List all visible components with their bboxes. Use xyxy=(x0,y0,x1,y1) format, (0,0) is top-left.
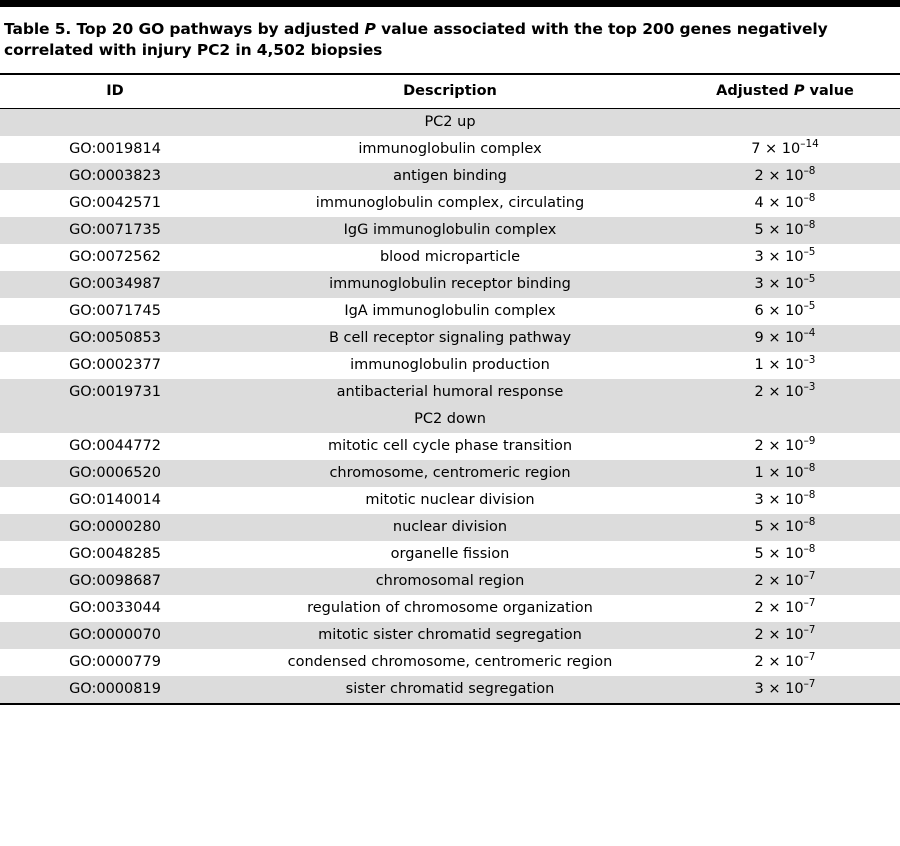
cell-go-id: GO:0071735 xyxy=(0,217,230,244)
p-value-exponent: –5 xyxy=(803,272,816,285)
p-value-exponent: –9 xyxy=(803,434,816,447)
cell-go-id: GO:0044772 xyxy=(0,433,230,460)
table-row xyxy=(0,379,900,406)
p-value-exponent: –8 xyxy=(803,191,816,204)
cell-description: IgA immunoglobulin complex xyxy=(230,298,670,325)
cell-description: antigen binding xyxy=(230,163,670,190)
cell-adjusted-p-value xyxy=(670,460,900,487)
cell-go-id: GO:0034987 xyxy=(0,271,230,298)
table-row xyxy=(0,136,900,163)
caption-italic-p: P xyxy=(364,20,376,38)
cell-adjusted-p-value xyxy=(670,244,900,271)
p-value-exponent: –7 xyxy=(803,623,816,636)
cell-adjusted-p-value xyxy=(670,136,900,163)
cell-description: organelle fission xyxy=(230,541,670,568)
table-row xyxy=(0,325,900,352)
table-row xyxy=(0,352,900,379)
cell-go-id: GO:0019731 xyxy=(0,379,230,406)
table-row xyxy=(0,298,900,325)
table-row xyxy=(0,541,900,568)
table-row xyxy=(0,622,900,649)
cell-go-id: GO:0071745 xyxy=(0,298,230,325)
p-value-text: $6 \times 10^{-5}$ xyxy=(754,299,816,319)
p-value-exponent: –8 xyxy=(803,515,816,528)
cell-description: condensed chromosome, centromeric region xyxy=(230,649,670,676)
table-section-label: PC2 down xyxy=(0,406,900,433)
table-row xyxy=(0,487,900,514)
table-row xyxy=(0,649,900,676)
caption-prefix: Table 5. Top 20 GO pathways by adjusted xyxy=(4,20,365,38)
table-row xyxy=(0,595,900,622)
cell-adjusted-p-value xyxy=(670,325,900,352)
p-value-text: $7 \times 10^{-14}$ xyxy=(751,137,819,157)
cell-go-id: GO:0140014 xyxy=(0,487,230,514)
cell-go-id: GO:0072562 xyxy=(0,244,230,271)
cell-adjusted-p-value xyxy=(670,190,900,217)
cell-adjusted-p-value xyxy=(670,163,900,190)
cell-description: sister chromatid segregation xyxy=(230,676,670,703)
p-value-exponent: –7 xyxy=(803,596,816,609)
p-value-exponent: –8 xyxy=(803,218,816,231)
table-row xyxy=(0,244,900,271)
cell-description: IgG immunoglobulin complex xyxy=(230,217,670,244)
p-value-text: $2 \times 10^{-8}$ xyxy=(754,164,816,184)
p-value-exponent: –8 xyxy=(803,488,816,501)
go-pathways-table xyxy=(0,75,900,703)
cell-go-id: GO:0006520 xyxy=(0,460,230,487)
cell-description: chromosomal region xyxy=(230,568,670,595)
cell-description: immunoglobulin receptor binding xyxy=(230,271,670,298)
cell-adjusted-p-value xyxy=(670,487,900,514)
table-header-row xyxy=(0,75,900,109)
p-value-text: $1 \times 10^{-3}$ xyxy=(754,353,816,373)
cell-adjusted-p-value xyxy=(670,541,900,568)
p-value-text: $3 \times 10^{-5}$ xyxy=(754,272,816,292)
cell-go-id: GO:0033044 xyxy=(0,595,230,622)
p-value-exponent: –8 xyxy=(803,164,816,177)
cell-adjusted-p-value xyxy=(670,379,900,406)
bottom-border-rule xyxy=(0,703,900,705)
p-value-exponent: –8 xyxy=(803,542,816,555)
pvalue-header-italic-p: P xyxy=(793,82,805,99)
cell-adjusted-p-value xyxy=(670,298,900,325)
column-header-description: Description xyxy=(230,75,670,109)
p-value-text: $2 \times 10^{-3}$ xyxy=(754,380,816,400)
p-value-text: $3 \times 10^{-7}$ xyxy=(754,677,816,697)
cell-description: antibacterial humoral response xyxy=(230,379,670,406)
caption-suffix: value associated with the top 200 genes negatively correlated with injury PC2 in 4,502 biopsies xyxy=(4,20,828,60)
table-section-row xyxy=(0,108,900,136)
p-value-text: $2 \times 10^{-7}$ xyxy=(754,596,816,616)
cell-description: mitotic sister chromatid segregation xyxy=(230,622,670,649)
table-section-label: PC2 up xyxy=(0,108,900,136)
cell-description: mitotic cell cycle phase transition xyxy=(230,433,670,460)
p-value-text: $2 \times 10^{-9}$ xyxy=(754,434,816,454)
top-border-rule xyxy=(0,0,900,7)
p-value-text: $5 \times 10^{-8}$ xyxy=(754,542,816,562)
cell-go-id: GO:0042571 xyxy=(0,190,230,217)
p-value-exponent: –3 xyxy=(803,380,816,393)
p-value-exponent: –5 xyxy=(803,245,816,258)
p-value-text: $2 \times 10^{-7}$ xyxy=(754,623,816,643)
cell-adjusted-p-value xyxy=(670,676,900,703)
p-value-text: $2 \times 10^{-7}$ xyxy=(754,569,816,589)
table-row xyxy=(0,271,900,298)
p-value-exponent: –5 xyxy=(803,299,816,312)
table-row xyxy=(0,514,900,541)
column-header-id: ID xyxy=(0,75,230,109)
p-value-text: $3 \times 10^{-5}$ xyxy=(754,245,816,265)
cell-description: nuclear division xyxy=(230,514,670,541)
table-row xyxy=(0,460,900,487)
p-value-exponent: –14 xyxy=(800,137,819,150)
cell-adjusted-p-value xyxy=(670,514,900,541)
table-section-row xyxy=(0,406,900,433)
cell-description: chromosome, centromeric region xyxy=(230,460,670,487)
p-value-text: $2 \times 10^{-7}$ xyxy=(754,650,816,670)
cell-go-id: GO:0000819 xyxy=(0,676,230,703)
p-value-text: $5 \times 10^{-8}$ xyxy=(754,515,816,535)
cell-adjusted-p-value xyxy=(670,595,900,622)
cell-go-id: GO:0098687 xyxy=(0,568,230,595)
cell-go-id: GO:0000070 xyxy=(0,622,230,649)
cell-adjusted-p-value xyxy=(670,217,900,244)
cell-go-id: GO:0000280 xyxy=(0,514,230,541)
cell-adjusted-p-value xyxy=(670,649,900,676)
p-value-exponent: –3 xyxy=(803,353,816,366)
cell-go-id: GO:0048285 xyxy=(0,541,230,568)
pvalue-header-suffix: value xyxy=(804,82,854,99)
p-value-text: $4 \times 10^{-8}$ xyxy=(754,191,816,211)
cell-adjusted-p-value xyxy=(670,271,900,298)
pvalue-header-prefix: Adjusted xyxy=(716,82,794,99)
cell-description: regulation of chromosome organization xyxy=(230,595,670,622)
cell-description: blood microparticle xyxy=(230,244,670,271)
cell-adjusted-p-value xyxy=(670,352,900,379)
p-value-text: $1 \times 10^{-8}$ xyxy=(754,461,816,481)
table-row xyxy=(0,163,900,190)
p-value-exponent: –7 xyxy=(803,650,816,663)
table-row xyxy=(0,433,900,460)
column-header-pvalue xyxy=(670,75,900,109)
p-value-exponent: –8 xyxy=(803,461,816,474)
cell-go-id: GO:0000779 xyxy=(0,649,230,676)
cell-go-id: GO:0050853 xyxy=(0,325,230,352)
p-value-exponent: –7 xyxy=(803,677,816,690)
p-value-exponent: –4 xyxy=(803,326,816,339)
cell-adjusted-p-value xyxy=(670,568,900,595)
cell-go-id: GO:0019814 xyxy=(0,136,230,163)
table-row xyxy=(0,190,900,217)
cell-go-id: GO:0002377 xyxy=(0,352,230,379)
cell-description: B cell receptor signaling pathway xyxy=(230,325,670,352)
table-row xyxy=(0,568,900,595)
table-header xyxy=(0,75,900,109)
p-value-text: $5 \times 10^{-8}$ xyxy=(754,218,816,238)
table-caption xyxy=(0,7,900,62)
table-row xyxy=(0,217,900,244)
cell-go-id: GO:0003823 xyxy=(0,163,230,190)
p-value-text: $3 \times 10^{-8}$ xyxy=(754,488,816,508)
cell-adjusted-p-value xyxy=(670,433,900,460)
cell-description: immunoglobulin complex xyxy=(230,136,670,163)
p-value-exponent: –7 xyxy=(803,569,816,582)
table-row xyxy=(0,676,900,703)
cell-adjusted-p-value xyxy=(670,622,900,649)
p-value-text: $9 \times 10^{-4}$ xyxy=(754,326,816,346)
cell-description: immunoglobulin production xyxy=(230,352,670,379)
table-body xyxy=(0,108,900,703)
cell-description: immunoglobulin complex, circulating xyxy=(230,190,670,217)
cell-description: mitotic nuclear division xyxy=(230,487,670,514)
